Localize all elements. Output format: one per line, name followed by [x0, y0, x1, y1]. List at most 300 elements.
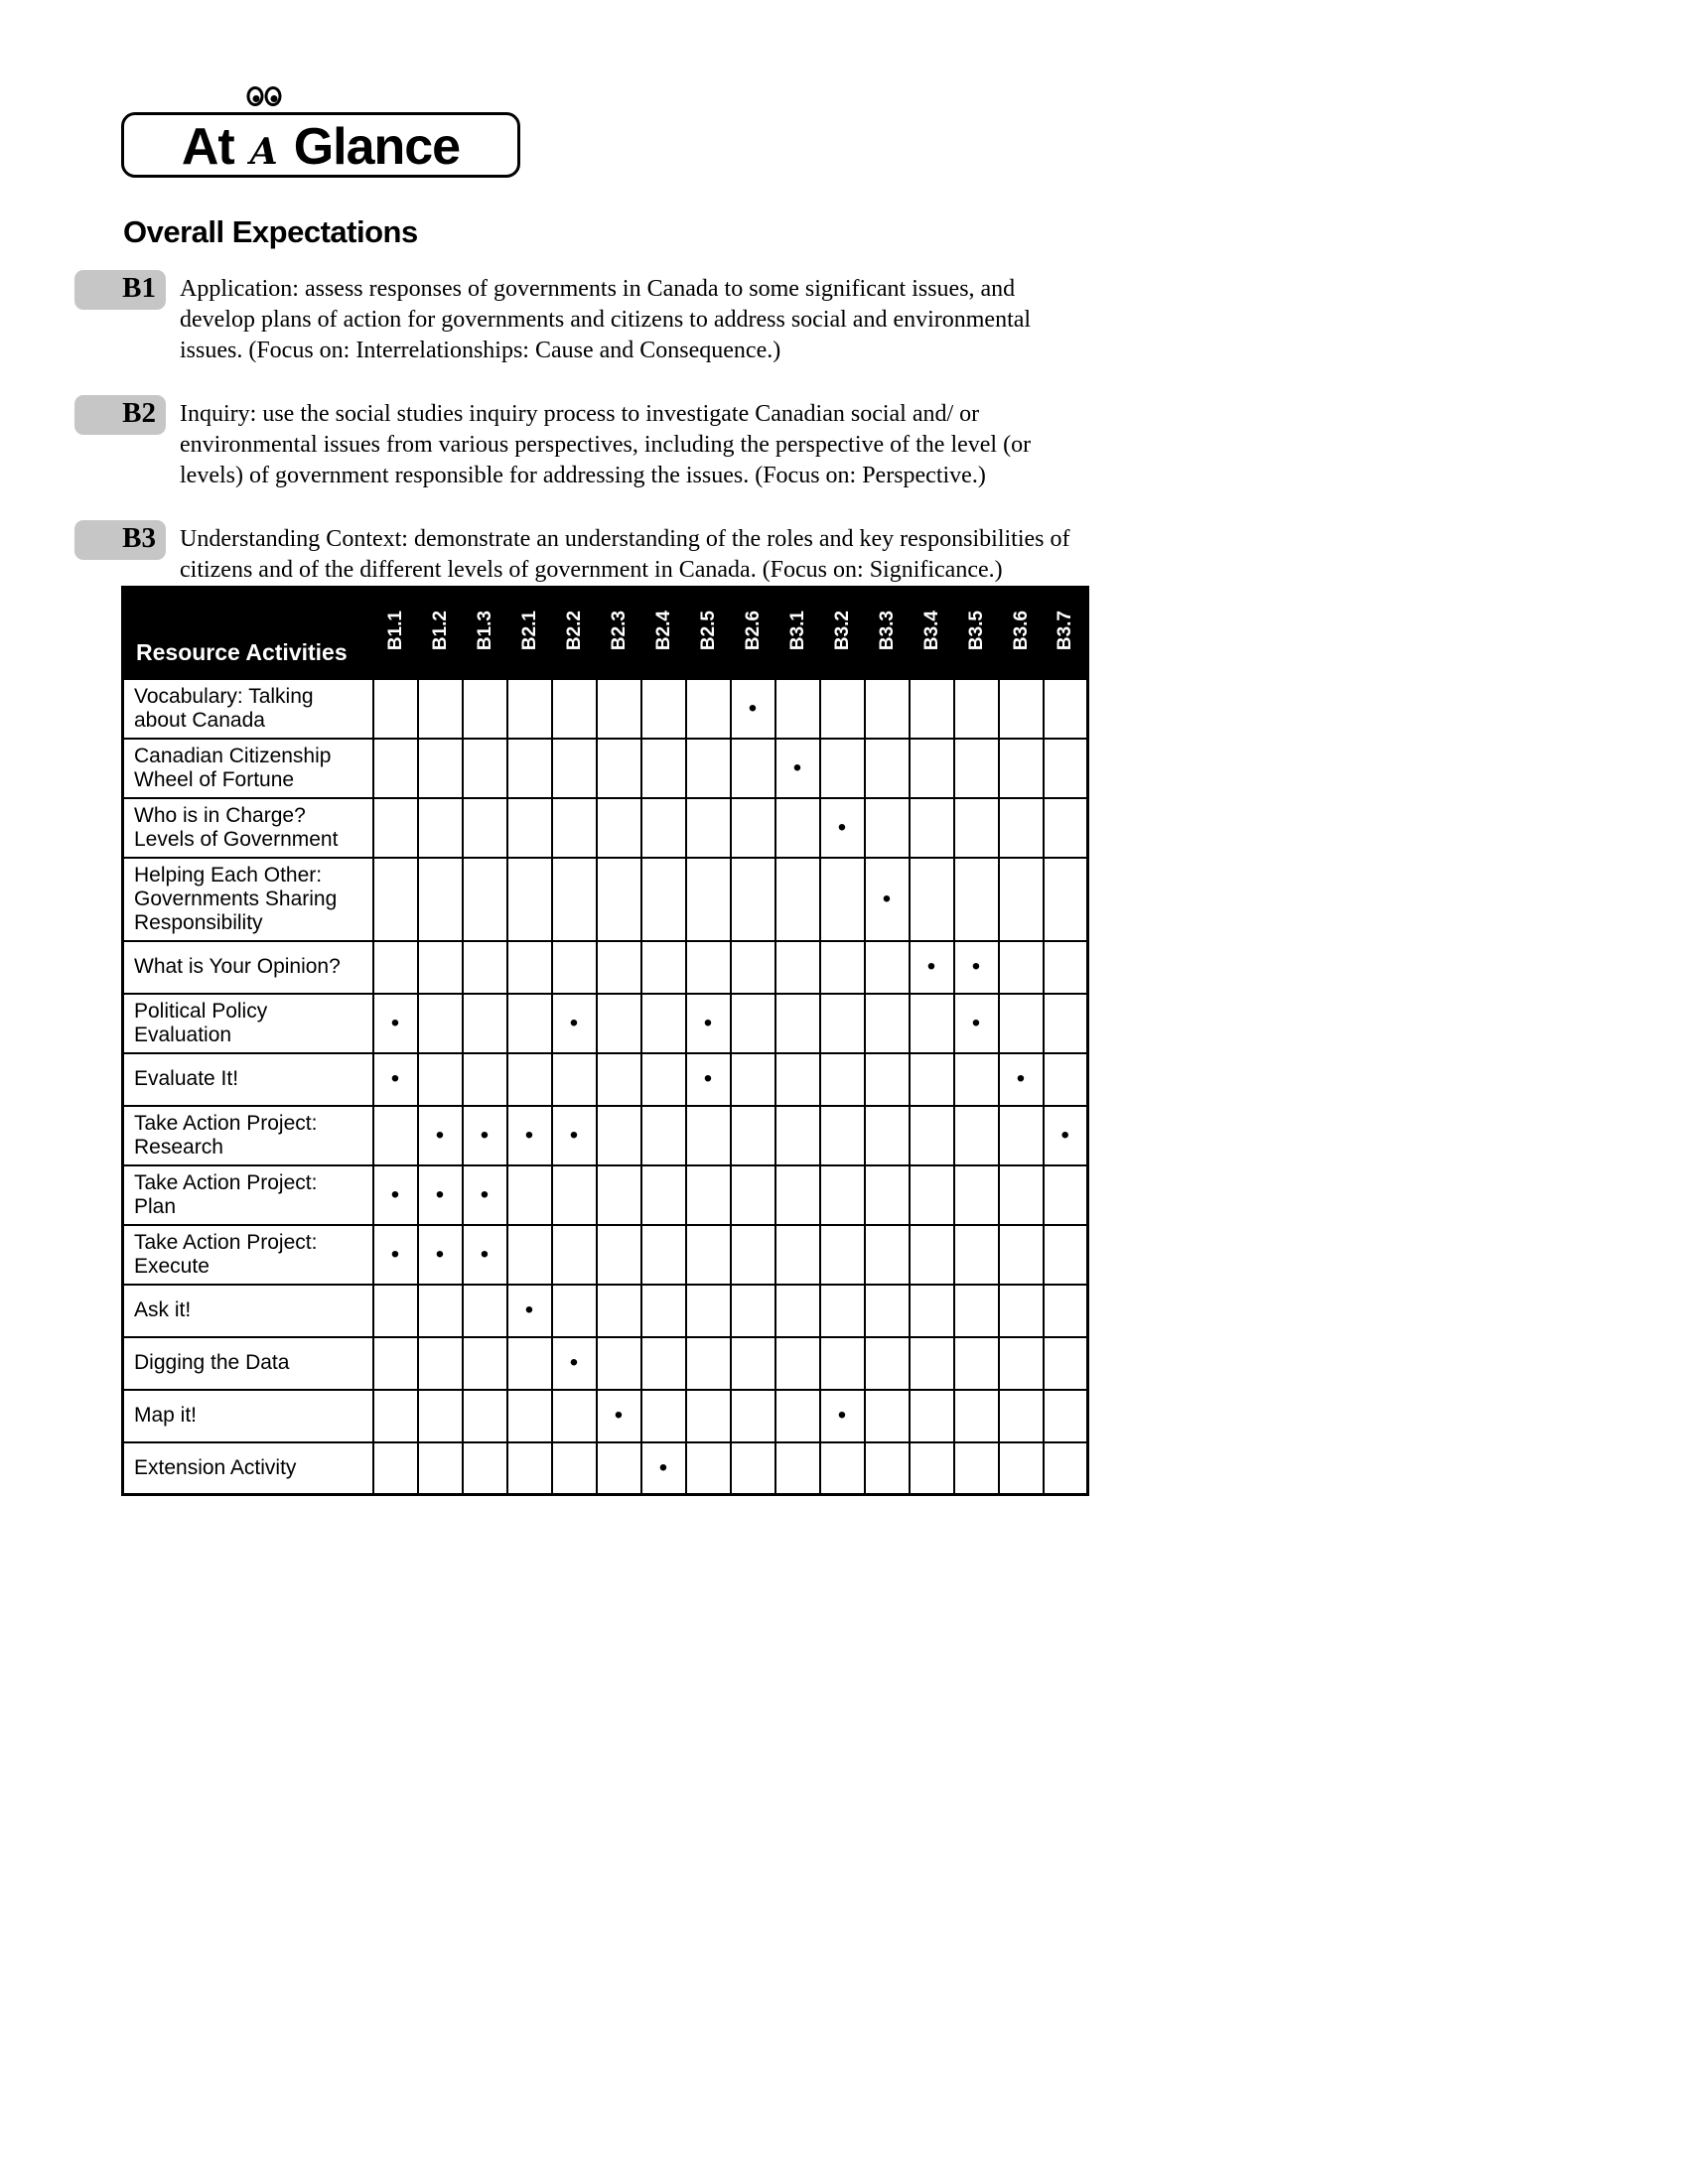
dot-mark-b1.1: •: [373, 1053, 418, 1106]
table-row: [123, 739, 1088, 798]
matrix-cell: [954, 1337, 999, 1390]
matrix-cell: [731, 1106, 775, 1165]
matrix-cell: [418, 941, 463, 994]
matrix-cell: [731, 994, 775, 1053]
matrix-cell: [463, 798, 507, 858]
matrix-cell: [641, 1285, 686, 1337]
matrix-cell: [954, 1442, 999, 1495]
matrix-cell: [373, 1285, 418, 1337]
table-row: [123, 1285, 1088, 1337]
row-label: Extension Activity: [123, 1442, 373, 1495]
matrix-cell: [597, 858, 641, 941]
matrix-cell: [731, 1053, 775, 1106]
matrix-cell: [775, 941, 820, 994]
matrix-cell: [865, 798, 910, 858]
matrix-cell: [373, 1390, 418, 1442]
row-label: Canadian Citizenship Wheel of Fortune: [123, 739, 373, 798]
matrix-cell: [1044, 1285, 1088, 1337]
matrix-cell: [775, 1106, 820, 1165]
dot-mark-b3.2: •: [820, 798, 865, 858]
matrix-cell: [463, 994, 507, 1053]
matrix-cell: [373, 739, 418, 798]
matrix-cell: [418, 1442, 463, 1495]
dot-mark-b1.3: •: [463, 1165, 507, 1225]
page-title: Overall Expectations: [123, 214, 418, 249]
column-header-b3.1: [775, 588, 820, 679]
table-row: [123, 1442, 1088, 1495]
matrix-cell: [999, 858, 1044, 941]
matrix-cell: [552, 798, 597, 858]
matrix-cell: [373, 1442, 418, 1495]
matrix-cell: [418, 1390, 463, 1442]
matrix-cell: [954, 739, 999, 798]
pupil-icon: [270, 95, 277, 102]
column-header-b3.2: [820, 588, 865, 679]
matrix-cell: [775, 1337, 820, 1390]
matrix-cell: [418, 679, 463, 739]
matrix-cell: [552, 858, 597, 941]
matrix-cell: [552, 1390, 597, 1442]
matrix-cell: [910, 1225, 954, 1285]
matrix-cell: [865, 1165, 910, 1225]
matrix-cell: [820, 1337, 865, 1390]
matrix-cell: [463, 1390, 507, 1442]
matrix-cell: [954, 1053, 999, 1106]
matrix-cell: [641, 1390, 686, 1442]
matrix-cell: [910, 739, 954, 798]
column-header-b3.3: [865, 588, 910, 679]
matrix-cell: [1044, 1165, 1088, 1225]
matrix-cell: [865, 941, 910, 994]
eye-left-icon: [246, 86, 263, 106]
expectation-code-badge: B1: [74, 270, 166, 310]
column-header-b1.2: [418, 588, 463, 679]
matrix-cell: [373, 679, 418, 739]
matrix-cell: [820, 1165, 865, 1225]
matrix-cell: [731, 1390, 775, 1442]
matrix-cell: [910, 994, 954, 1053]
matrix-cell: [999, 1390, 1044, 1442]
matrix-cell: [463, 1337, 507, 1390]
matrix-cell: [597, 1225, 641, 1285]
matrix-cell: [507, 1225, 552, 1285]
column-header-b1.3: [463, 588, 507, 679]
matrix-cell: [820, 941, 865, 994]
matrix-cell: [999, 798, 1044, 858]
logo-word-glance: Glance: [293, 118, 461, 176]
matrix-cell: [775, 1285, 820, 1337]
matrix-cell: [373, 798, 418, 858]
expectation-item-b3: [74, 520, 1097, 586]
matrix-cell: [552, 1225, 597, 1285]
matrix-cell: [820, 739, 865, 798]
matrix-cell: [418, 1285, 463, 1337]
matrix-cell: [686, 1442, 731, 1495]
matrix-cell: [597, 798, 641, 858]
table-row: [123, 679, 1088, 739]
matrix-cell: [731, 1165, 775, 1225]
column-header-b3.4: [910, 588, 954, 679]
matrix-cell: [1044, 1442, 1088, 1495]
matrix-cell: [910, 1053, 954, 1106]
matrix-cell: [910, 1337, 954, 1390]
matrix-cell: [507, 1442, 552, 1495]
column-header-label: B3.2: [831, 611, 853, 651]
eye-right-icon: [264, 86, 281, 106]
matrix-cell: [865, 1285, 910, 1337]
matrix-cell: [999, 1106, 1044, 1165]
matrix-cell: [775, 994, 820, 1053]
matrix-cell: [552, 1285, 597, 1337]
matrix-cell: [597, 1165, 641, 1225]
matrix-cell: [1044, 1390, 1088, 1442]
matrix-cell: [373, 1337, 418, 1390]
matrix-cell: [865, 679, 910, 739]
column-header-b2.1: [507, 588, 552, 679]
matrix-cell: [865, 1390, 910, 1442]
column-header-label: B2.6: [742, 611, 764, 651]
table-row: [123, 1337, 1088, 1390]
table-row: [123, 798, 1088, 858]
matrix-cell: [463, 1442, 507, 1495]
matrix-cell: [910, 1106, 954, 1165]
matrix-cell: [597, 1337, 641, 1390]
matrix-cell: [820, 1225, 865, 1285]
column-header-b2.5: [686, 588, 731, 679]
matrix-cell: [463, 941, 507, 994]
matrix-cell: [1044, 941, 1088, 994]
matrix-cell: [552, 1442, 597, 1495]
expectation-text: Inquiry: use the social studies inquiry process to investigate Canadian social and/ or environmental issues from various perspectives, including the perspective of the level (or levels) of government responsible for addressing the issues. (Focus on: Perspective.): [180, 401, 1032, 488]
dot-mark-b3.7: •: [1044, 1106, 1088, 1165]
matrix-cell: [910, 1285, 954, 1337]
column-header-b3.5: [954, 588, 999, 679]
row-label: What is Your Opinion?: [123, 941, 373, 994]
googly-eyes-a: [249, 131, 278, 173]
dot-mark-b1.1: •: [373, 1165, 418, 1225]
column-header-b2.6: [731, 588, 775, 679]
matrix-cell: [641, 1106, 686, 1165]
matrix-cell: [954, 1285, 999, 1337]
matrix-cell: [1044, 679, 1088, 739]
dot-mark-b1.2: •: [418, 1106, 463, 1165]
pupil-icon: [252, 95, 259, 102]
column-header-label: B2.2: [563, 611, 585, 651]
matrix-cell: [373, 858, 418, 941]
matrix-cell: [731, 1442, 775, 1495]
matrix-cell: [597, 739, 641, 798]
matrix-cell: [731, 798, 775, 858]
logo-letter-a: A: [249, 131, 278, 173]
dot-mark-b2.1: •: [507, 1106, 552, 1165]
matrix-cell: [507, 798, 552, 858]
matrix-cell: [507, 858, 552, 941]
dot-mark-b3.3: •: [865, 858, 910, 941]
matrix-cell: [910, 679, 954, 739]
matrix-cell: [641, 1337, 686, 1390]
matrix-cell: [954, 1106, 999, 1165]
matrix-cell: [686, 1390, 731, 1442]
matrix-cell: [865, 1106, 910, 1165]
matrix-cell: [954, 1225, 999, 1285]
dot-mark-b3.5: •: [954, 994, 999, 1053]
dot-mark-b2.5: •: [686, 1053, 731, 1106]
matrix-cell: [775, 1225, 820, 1285]
expectation-text: Understanding Context: demonstrate an understanding of the roles and key responsibilities of citizens and of the different levels of government in Canada. (Focus on: Significance.): [180, 526, 1070, 583]
matrix-cell: [552, 941, 597, 994]
matrix-cell: [999, 1442, 1044, 1495]
dot-mark-b1.3: •: [463, 1106, 507, 1165]
matrix-cell: [641, 1165, 686, 1225]
expectations-list: [74, 270, 1097, 614]
table-row: [123, 994, 1088, 1053]
matrix-cell: [1044, 798, 1088, 858]
matrix-cell: [820, 1053, 865, 1106]
matrix-cell: [1044, 1053, 1088, 1106]
matrix-cell: [1044, 994, 1088, 1053]
matrix-cell: [910, 1442, 954, 1495]
matrix-cell: [954, 679, 999, 739]
matrix-cell: [910, 798, 954, 858]
matrix-cell: [820, 1106, 865, 1165]
matrix-table: [121, 586, 1089, 1496]
row-label: Take Action Project: Plan: [123, 1165, 373, 1225]
expectation-item-b1: [74, 270, 1097, 366]
at-a-glance-logo: [121, 112, 520, 178]
matrix-cell: [641, 1225, 686, 1285]
matrix-cell: [731, 739, 775, 798]
logo-word-at: At: [181, 118, 234, 176]
matrix-cell: [463, 858, 507, 941]
table-row: [123, 1165, 1088, 1225]
matrix-cell: [597, 1285, 641, 1337]
column-header-label: B3.7: [1055, 611, 1076, 651]
column-header-label: B2.1: [518, 611, 540, 651]
dot-mark-b2.2: •: [552, 994, 597, 1053]
matrix-cell: [641, 798, 686, 858]
matrix-cell: [775, 798, 820, 858]
dot-mark-b3.2: •: [820, 1390, 865, 1442]
column-header-label: B3.5: [965, 611, 987, 651]
matrix-cell: [418, 798, 463, 858]
matrix-cell: [641, 858, 686, 941]
matrix-cell: [775, 1165, 820, 1225]
row-label: Take Action Project: Execute: [123, 1225, 373, 1285]
matrix-cell: [552, 1053, 597, 1106]
table-row: [123, 1053, 1088, 1106]
column-header-b2.4: [641, 588, 686, 679]
matrix-cell: [552, 679, 597, 739]
matrix-cell: [686, 1225, 731, 1285]
column-header-label: B2.5: [697, 611, 719, 651]
dot-mark-b1.3: •: [463, 1225, 507, 1285]
matrix-cell: [373, 941, 418, 994]
matrix-cell: [463, 1285, 507, 1337]
matrix-cell: [507, 1053, 552, 1106]
matrix-cell: [686, 1337, 731, 1390]
matrix-cell: [463, 739, 507, 798]
row-label: Evaluate It!: [123, 1053, 373, 1106]
matrix-cell: [641, 994, 686, 1053]
matrix-cell: [865, 1053, 910, 1106]
column-header-label: B3.1: [786, 611, 808, 651]
matrix-cell: [686, 1106, 731, 1165]
matrix-cell: [1044, 1337, 1088, 1390]
matrix-cell: [641, 739, 686, 798]
matrix-cell: [463, 1053, 507, 1106]
dot-mark-b2.6: •: [731, 679, 775, 739]
matrix-cell: [507, 1165, 552, 1225]
matrix-cell: [999, 994, 1044, 1053]
row-label: Helping Each Other: Governments Sharing Responsibility: [123, 858, 373, 941]
row-label: Digging the Data: [123, 1337, 373, 1390]
matrix-cell: [865, 1225, 910, 1285]
matrix-cell: [1044, 1225, 1088, 1285]
matrix-header-row: [123, 588, 1088, 679]
matrix-cell: [775, 1053, 820, 1106]
column-header-label: B3.3: [876, 611, 898, 651]
dot-mark-b2.2: •: [552, 1337, 597, 1390]
table-row: [123, 1106, 1088, 1165]
matrix-cell: [775, 1442, 820, 1495]
dot-mark-b1.1: •: [373, 1225, 418, 1285]
dot-mark-b3.5: •: [954, 941, 999, 994]
matrix-cell: [418, 858, 463, 941]
dot-mark-b2.1: •: [507, 1285, 552, 1337]
row-label: Political Policy Evaluation: [123, 994, 373, 1053]
matrix-cell: [1044, 858, 1088, 941]
matrix-cell: [641, 679, 686, 739]
dot-mark-b2.5: •: [686, 994, 731, 1053]
dot-mark-b1.2: •: [418, 1165, 463, 1225]
matrix-cell: [999, 1337, 1044, 1390]
matrix-cell: [418, 1053, 463, 1106]
column-header-label: B1.1: [384, 611, 406, 651]
matrix-cell: [731, 1225, 775, 1285]
matrix-cell: [507, 739, 552, 798]
expectation-text: Application: assess responses of governments in Canada to some significant issues, and develop plans of action for governments and citizens to address social and environmental issues. (Focus on: Interrelationships: Cause and Consequence.): [180, 276, 1032, 363]
dot-mark-b2.2: •: [552, 1106, 597, 1165]
matrix-cell: [552, 1165, 597, 1225]
matrix-cell: [731, 1285, 775, 1337]
matrix-cell: [1044, 739, 1088, 798]
matrix-cell: [910, 858, 954, 941]
column-header-label: B2.4: [652, 611, 674, 651]
googly-eyes-icon: [246, 86, 281, 106]
matrix-cell: [954, 1390, 999, 1442]
matrix-cell: [999, 739, 1044, 798]
matrix-cell: [507, 994, 552, 1053]
matrix-cell: [597, 1053, 641, 1106]
matrix-cell: [686, 739, 731, 798]
matrix-cell: [686, 941, 731, 994]
dot-mark-b3.6: •: [999, 1053, 1044, 1106]
column-header-label: B1.3: [474, 611, 495, 651]
column-header-label: B1.2: [429, 611, 451, 651]
dot-mark-b3.4: •: [910, 941, 954, 994]
matrix-cell: [865, 994, 910, 1053]
matrix-cell: [820, 1442, 865, 1495]
matrix-cell: [731, 941, 775, 994]
matrix-cell: [731, 1337, 775, 1390]
matrix-cell: [954, 858, 999, 941]
matrix-cell: [775, 1390, 820, 1442]
expectation-code-badge: B3: [74, 520, 166, 560]
matrix-cell: [686, 1285, 731, 1337]
matrix-cell: [999, 1165, 1044, 1225]
matrix-cell: [463, 679, 507, 739]
matrix-cell: [597, 994, 641, 1053]
column-header-label: B2.3: [608, 611, 630, 651]
row-label: Ask it!: [123, 1285, 373, 1337]
expectation-item-b2: [74, 395, 1097, 491]
column-header-b2.2: [552, 588, 597, 679]
column-header-b2.3: [597, 588, 641, 679]
matrix-cell: [910, 1390, 954, 1442]
dot-mark-b2.4: •: [641, 1442, 686, 1495]
matrix-cell: [775, 858, 820, 941]
matrix-cell: [597, 1442, 641, 1495]
table-row: [123, 858, 1088, 941]
matrix-cell: [820, 994, 865, 1053]
matrix-cell: [641, 941, 686, 994]
row-label: Take Action Project: Research: [123, 1106, 373, 1165]
table-row: [123, 941, 1088, 994]
matrix-cell: [507, 1390, 552, 1442]
matrix-cell: [999, 1285, 1044, 1337]
column-header-label: B3.4: [920, 611, 942, 651]
matrix-cell: [910, 1165, 954, 1225]
column-header-b3.6: [999, 588, 1044, 679]
row-label: Vocabulary: Talking about Canada: [123, 679, 373, 739]
matrix-cell: [954, 1165, 999, 1225]
expectation-code-badge: B2: [74, 395, 166, 435]
matrix-cell: [686, 858, 731, 941]
matrix-cell: [999, 679, 1044, 739]
matrix-cell: [775, 679, 820, 739]
dot-mark-b1.1: •: [373, 994, 418, 1053]
matrix-cell: [507, 941, 552, 994]
matrix-cell: [641, 1053, 686, 1106]
matrix-cell: [686, 679, 731, 739]
matrix-cell: [999, 1225, 1044, 1285]
matrix-cell: [731, 858, 775, 941]
matrix-cell: [865, 1337, 910, 1390]
matrix-cell: [597, 941, 641, 994]
matrix-cell: [865, 739, 910, 798]
matrix-cell: [820, 679, 865, 739]
matrix-cell: [373, 1106, 418, 1165]
matrix-body: [123, 679, 1088, 1495]
column-header-label: B3.6: [1010, 611, 1032, 651]
dot-mark-b2.3: •: [597, 1390, 641, 1442]
matrix-cell: [418, 739, 463, 798]
matrix-cell: [597, 679, 641, 739]
dot-mark-b1.2: •: [418, 1225, 463, 1285]
dot-mark-b3.1: •: [775, 739, 820, 798]
column-header-b3.7: [1044, 588, 1088, 679]
matrix-cell: [507, 1337, 552, 1390]
matrix-cell: [418, 994, 463, 1053]
matrix-cell: [954, 798, 999, 858]
matrix-cell: [507, 679, 552, 739]
matrix-cell: [597, 1106, 641, 1165]
table-row: [123, 1390, 1088, 1442]
matrix-cell: [686, 1165, 731, 1225]
matrix-cell: [820, 1285, 865, 1337]
column-header-b1.1: [373, 588, 418, 679]
corner-header: Resource Activities: [123, 588, 373, 679]
